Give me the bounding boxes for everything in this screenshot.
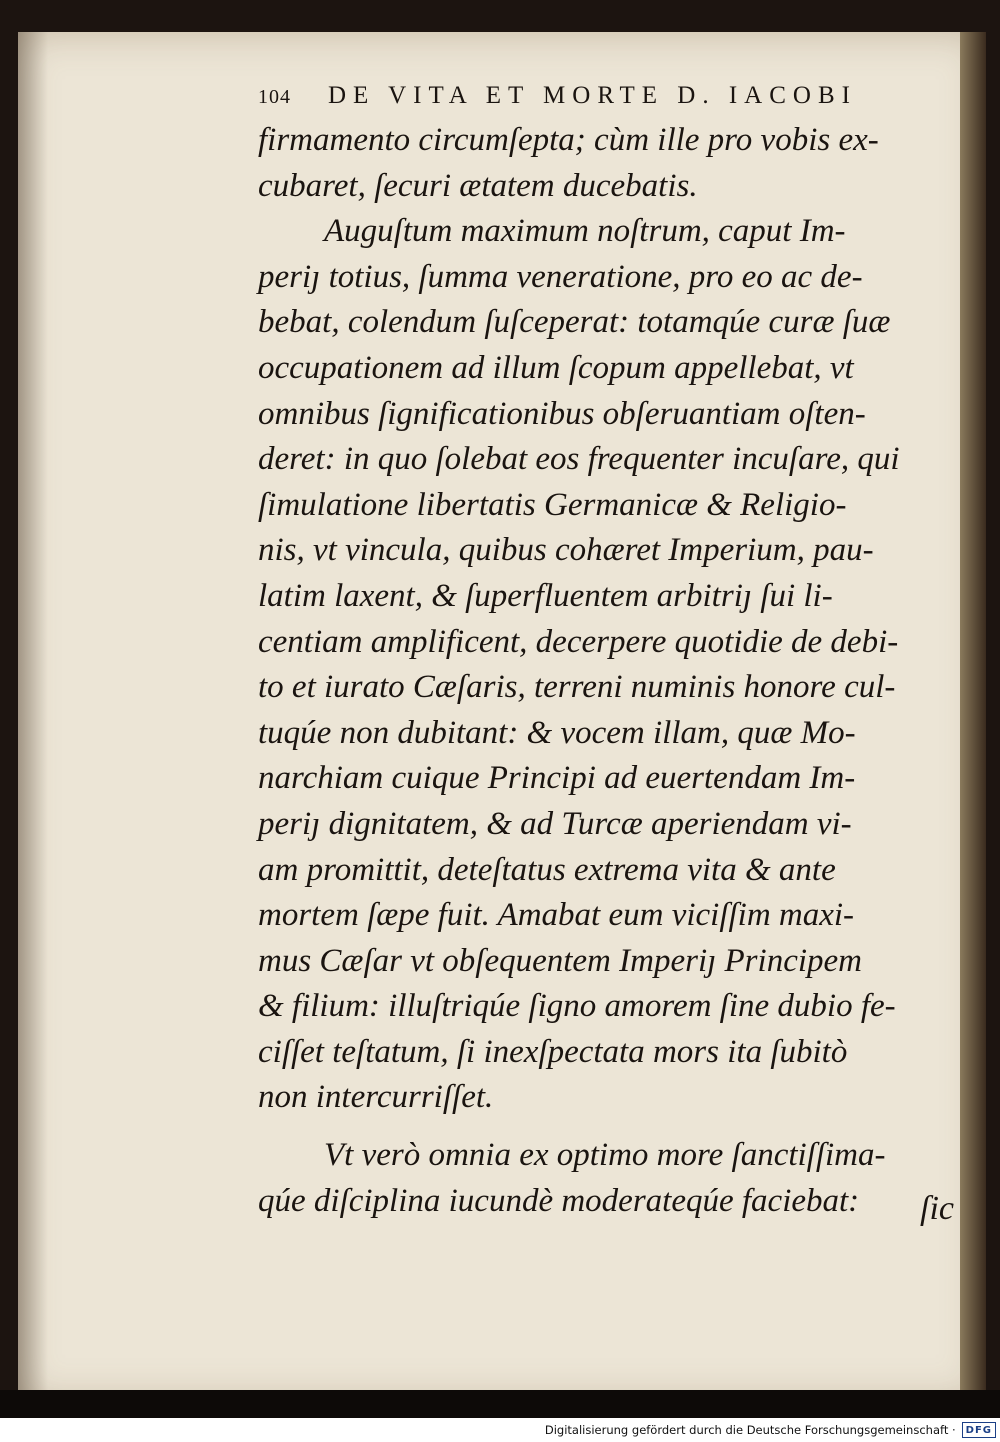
page-edge	[960, 32, 986, 1407]
text-line: am promittit, deteſtatus extrema vita & ante	[258, 851, 836, 888]
text-line: occupationem ad illum ſcopum appellebat, vt	[258, 349, 854, 386]
gutter-shadow	[18, 32, 48, 1402]
text-line: narchiam cuique Principi ad euertendam Im-	[258, 760, 856, 797]
dfg-logo-icon: DFG	[962, 1422, 996, 1438]
funding-credit: Digitalisierung gefördert durch die Deutsche Forschungsgemeinschaft ·	[544, 1423, 956, 1437]
text-line: omnibus ſignificationibus obſeruantiam oſten-	[258, 395, 866, 432]
text-line: & filium: illuſtriqúe ſigno amorem ſine dubio fe-	[258, 988, 896, 1025]
text-line: deret: in quo ſolebat eos frequenter incuſare, qui	[258, 441, 900, 478]
text-line: nis, vt vincula, quibus cohæret Imperium, pau-	[258, 532, 874, 569]
text-line: cubaret, ſecuri ætatem ducebatis.	[258, 167, 698, 204]
footer-bar	[0, 1418, 1000, 1442]
text-line: centiam amplificent, decerpere quotidie de debi-	[258, 623, 899, 660]
text-line: tuqúe non dubitant: & vocem illam, quæ Mo-	[258, 714, 856, 751]
text-line: mortem ſæpe fuit. Amabat eum viciſſim maxi-	[258, 897, 855, 934]
text-line: Auguſtum maximum noſtrum, caput Im-	[324, 213, 846, 250]
text-line: periȷ dignitatem, & ad Turcæ aperiendam vi-	[258, 805, 852, 842]
text-line: Vt verò omnia ex optimo more ſanctiſſima-	[324, 1137, 886, 1174]
text-line: non intercurriſſet.	[258, 1079, 494, 1116]
page-number: 104	[258, 86, 291, 108]
text-line: to et iurato Cæſaris, terreni numinis honore cul-	[258, 669, 896, 706]
running-head: DE VITA ET MORTE D. IACOBI	[328, 82, 857, 109]
body-text	[258, 118, 963, 1224]
text-line: periȷ totius, ſumma veneratione, pro eo ac de-	[258, 258, 863, 295]
text-line: ſimulatione libertatis Germanicæ & Religio-	[258, 486, 847, 523]
page-header	[258, 82, 958, 120]
text-line: bebat, colendum ſuſceperat: totamqúe curæ ſuæ	[258, 304, 891, 341]
text-line: latim laxent, & ſuperfluentem arbitriȷ ſui li-	[258, 577, 833, 614]
text-line: qúe diſciplina iucundè moderateqúe faciebat:	[258, 1182, 860, 1219]
text-line: firmamento circumſepta; cùm ille pro vobis ex-	[258, 122, 879, 158]
text-line: mus Cæſar vt obſequentem Imperiȷ Principem	[258, 942, 862, 979]
scan-bottom-edge	[0, 1390, 1000, 1418]
text-line: ciſſet teſtatum, ſi inexſpectata mors ita ſubitò	[258, 1033, 848, 1070]
catchword: ſic	[920, 1190, 954, 1227]
